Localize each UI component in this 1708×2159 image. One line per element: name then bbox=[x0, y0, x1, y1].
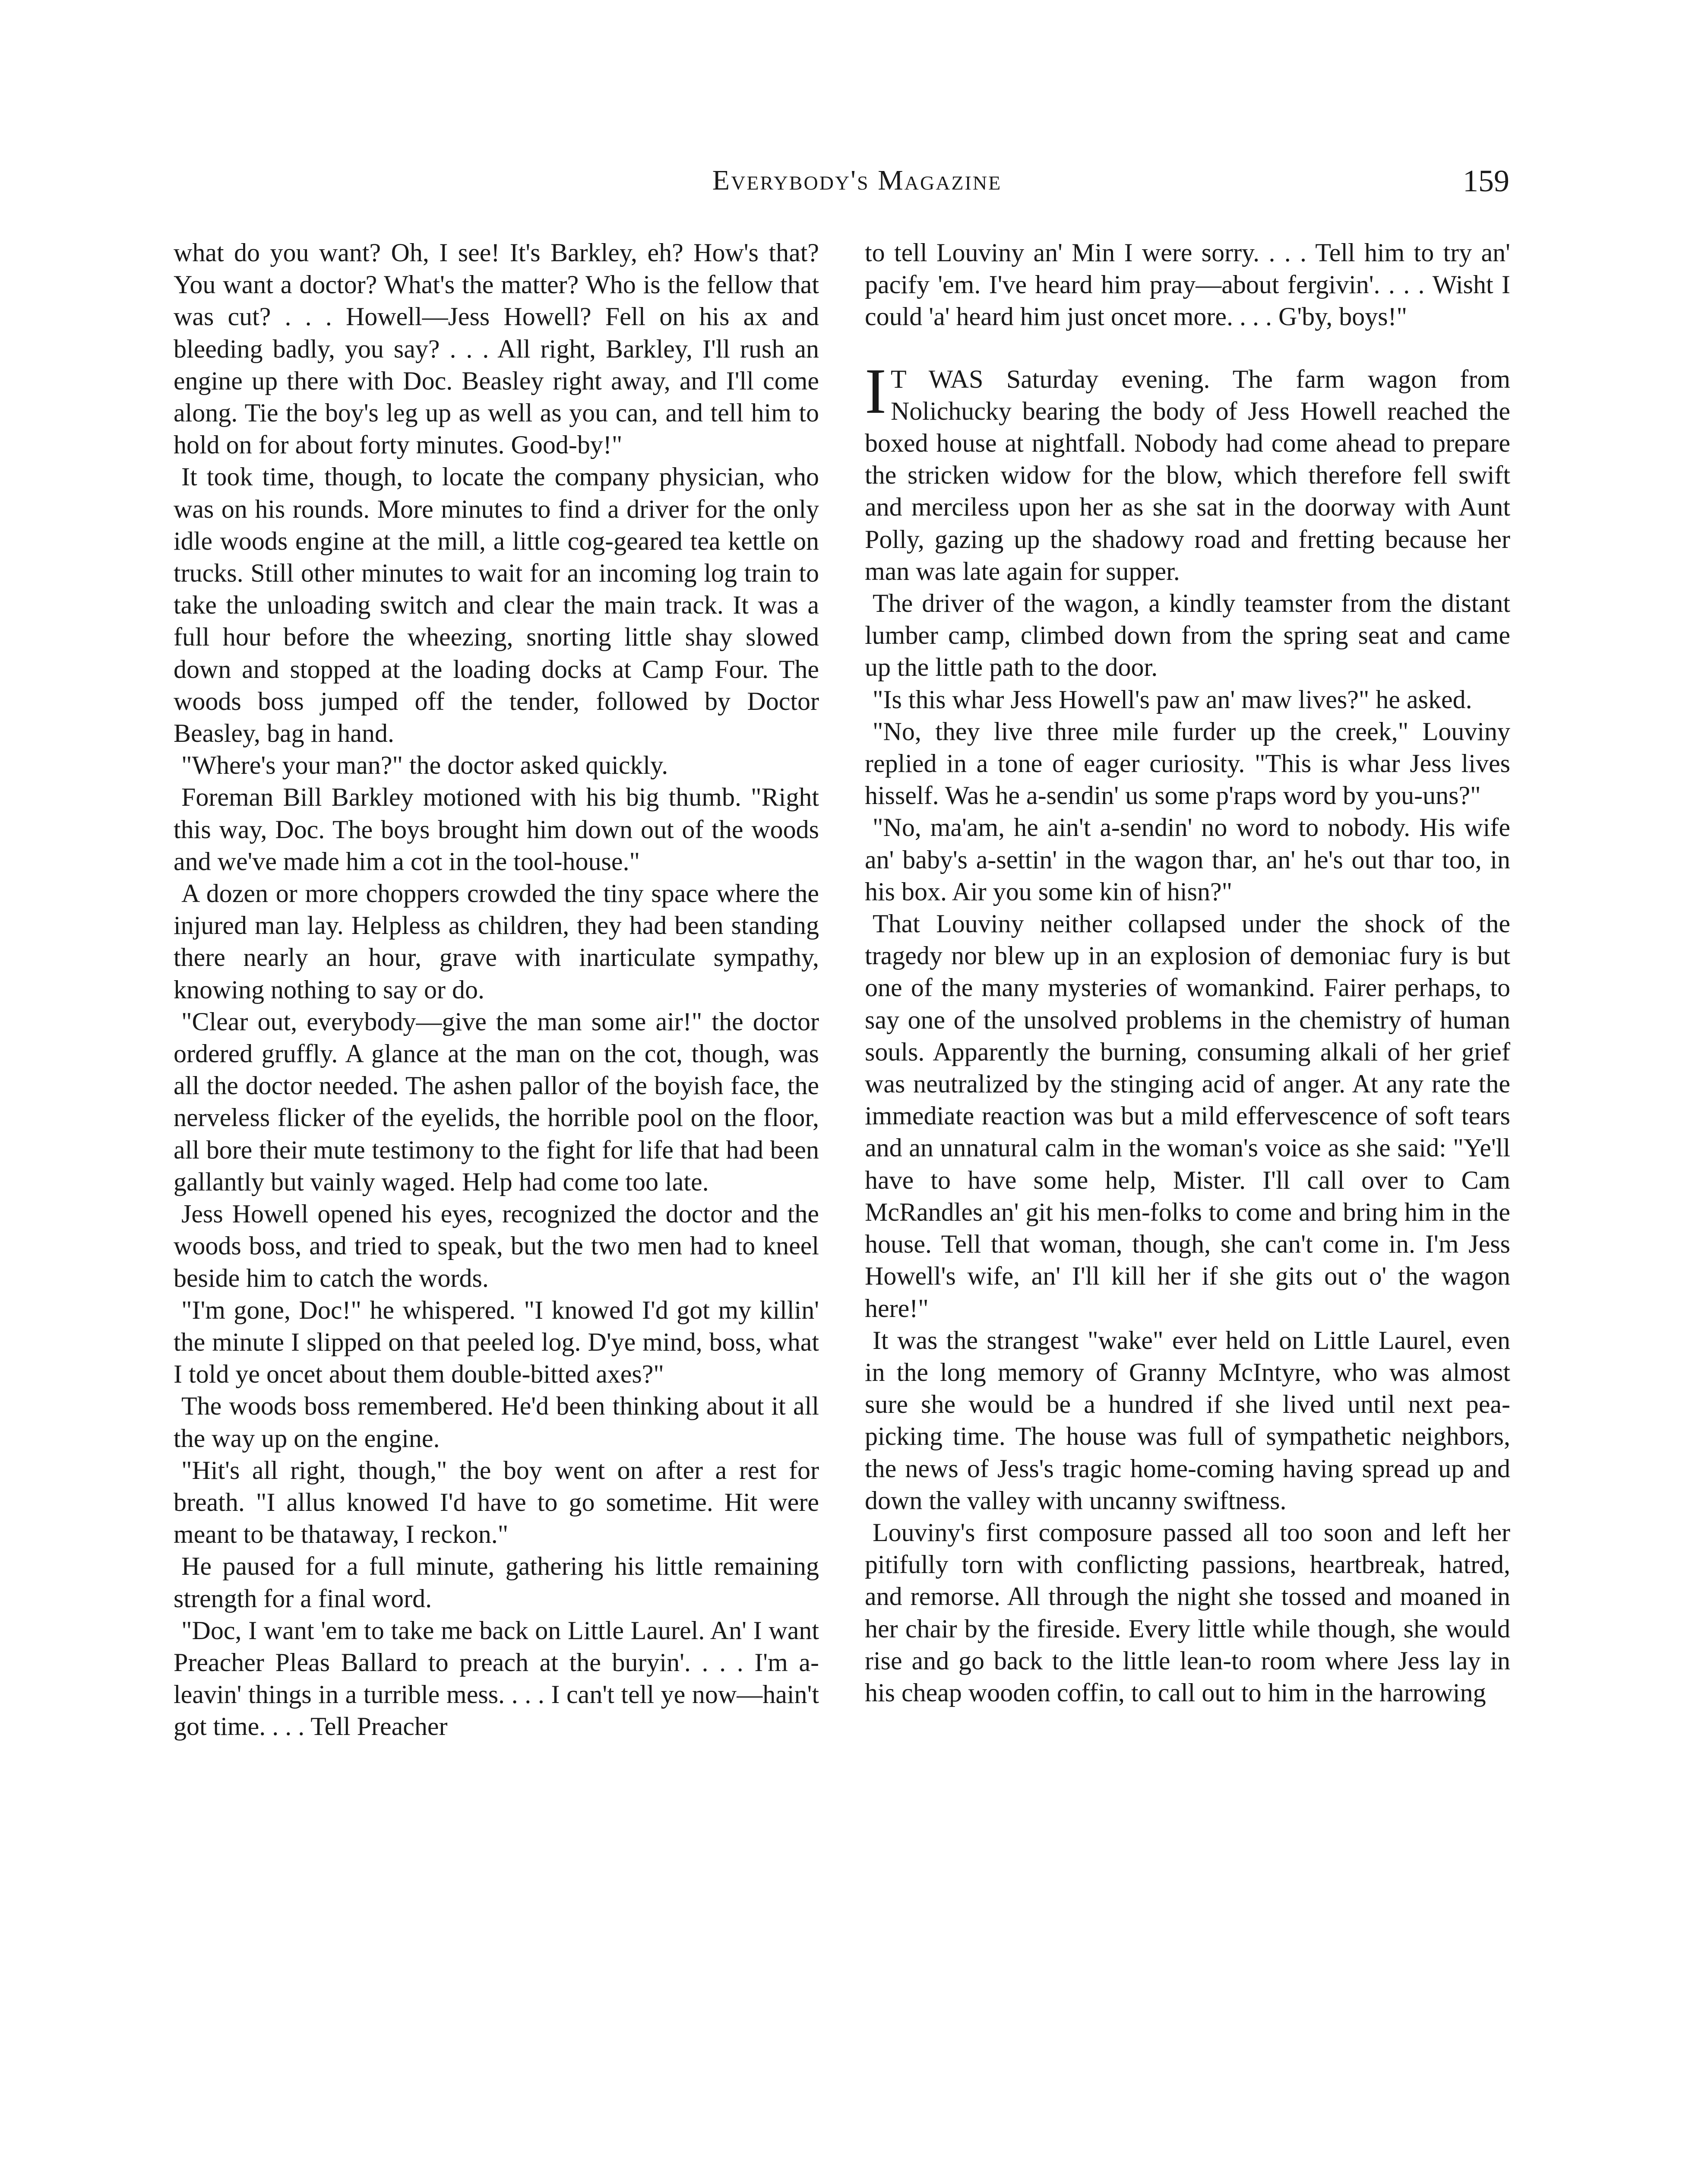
paragraph: "Hit's all right, though," the boy went on after a rest for breath. "I allus knowed I'd have to go sometime. Hit were meant to be thataway, I reckon." bbox=[174, 1456, 819, 1549]
paragraph: to tell Louviny an' Min I were sorry. . . . Tell him to try an' pacify 'em. I've heard him pray—about fergivin'. . . . Wisht I could 'a' heard him just oncet more. . . . G'by, boys!" bbox=[865, 238, 1510, 331]
paragraph: "Where's your man?" the doctor asked quickly. bbox=[181, 751, 668, 780]
paragraph: Foreman Bill Barkley motioned with his big thumb. "Right this way, Doc. The boys brought him down out of the woods and we've made him a cot in the tool-house." bbox=[174, 783, 819, 876]
paragraph: That Louviny neither collapsed under the shock of the tragedy nor blew up in an explosion of demoniac fury is but one of the many mysteries of womankind. Fairer perhaps, to say one of the unsolved problems in the chemistry of human souls. Apparently the burning, consuming alkali of her grief was neutralized by the stinging acid of anger. At any rate the immediate reaction was but a mild effervescence of soft tears and an unnatural calm in the woman's voice as she said: "Ye'll have to have some help, Mister. I'll call over to Cam McRandles an' git his men-folks to come and bring him in the house. Tell that woman, though, she can't come in. I'm Jess Howell's wife, an' I'll kill her if she gits out o' the wagon here!" bbox=[865, 909, 1510, 1323]
paragraph: It took time, though, to locate the company physician, who was on his rounds. More minutes to find a driver for the only idle woods engine at the mill, a little cog-geared tea kettle on trucks. Still other minutes to wait for an incoming log train to take the unloading switch and clear the main track. It was a full hour before the wheezing, snorting little shay slowed down and stopped at the loading docks at Camp Four. The woods boss jumped off the tender, followed by Doctor Beasley, bag in hand. bbox=[174, 462, 819, 748]
paragraph: "Is this whar Jess Howell's paw an' maw lives?" he asked. bbox=[873, 685, 1472, 714]
paragraph-text: T WAS Saturday evening. The farm wagon from Nolichucky bearing the body of Jess Howell reached the boxed house at nightfall. Nobody had come ahead to prepare the stricken widow for the blow, which therefore fell swift and merciless upon her as she sat in the doorway with Aunt Polly, gazing up the shadowy road and fretting because her man was late again for supper. bbox=[865, 364, 1510, 586]
paragraph: Jess Howell opened his eyes, recognized the doctor and the woods boss, and tried to speak, but the two men had to kneel beside him to catch the words. bbox=[174, 1200, 819, 1292]
drop-cap: I bbox=[865, 355, 886, 427]
paragraph: Louviny's first composure passed all too soon and left her pitifully torn with conflicting passions, heartbreak, hatred, and remorse. All through the night she tossed and moaned in her chair by the fireside. Every little while though, she would rise and go back to the little lean-to room where Jess lay in his cheap wooden coffin, to call out to him in the harrowing bbox=[865, 1518, 1510, 1707]
paragraph: A dozen or more choppers crowded the tiny space where the injured man lay. Helpless as children, they had been standing there nearly an hour, grave with inarticulate sympathy, knowing nothing to say or do. bbox=[174, 879, 819, 1004]
paragraph: It was the strangest "wake" ever held on Little Laurel, even in the long memory of Granny McIntyre, who was almost sure she would be a hundred if she lived until next pea-picking time. The house was full of sympathetic neighbors, the news of Jess's tragic home-coming having spread up and down the valley with uncanny swiftness. bbox=[865, 1326, 1510, 1515]
left-column bbox=[174, 237, 819, 1743]
paragraph: "No, ma'am, he ain't a-sendin' no word to nobody. His wife an' baby's a-settin' in the wagon thar, an' he's out thar too, in his box. Air you some kin of hisn?" bbox=[865, 813, 1510, 906]
paragraph: "No, they live three mile furder up the creek," Louviny replied in a tone of eager curiosity. "This is whar Jess lives hisself. Was he a-sendin' us some p'raps word by you-uns?" bbox=[865, 717, 1510, 810]
page-number: 159 bbox=[1463, 164, 1509, 198]
paragraph: "I'm gone, Doc!" he whispered. "I knowed I'd got my killin' the minute I slipped on that peeled log. D'ye mind, boss, what I told ye oncet about them double-bitted axes?" bbox=[174, 1295, 819, 1389]
paragraph: The woods boss remembered. He'd been thinking about it all the way up on the engine. bbox=[174, 1392, 819, 1453]
paragraph: "Clear out, everybody—give the man some air!" the doctor ordered gruffly. A glance at the man on the cot, though, was all the doctor needed. The ashen pallor of the boyish face, the nerveless flicker of the eyelids, the horrible pool on the floor, all bore their mute testimony to the fight for life that had been gallantly but vainly waged. Help had come too late. bbox=[174, 1007, 819, 1196]
section-opening-paragraph bbox=[865, 355, 1510, 587]
running-title: Everybody's Magazine bbox=[712, 165, 1002, 196]
paragraph: The driver of the wagon, a kindly teamster from the distant lumber camp, climbed down from the spring seat and came up the little path to the door. bbox=[865, 589, 1510, 682]
paragraph: He paused for a full minute, gathering his little remaining strength for a final word. bbox=[174, 1552, 819, 1613]
right-column bbox=[865, 237, 1510, 1709]
paragraph: what do you want? Oh, I see! It's Barkley, eh? How's that? You want a doctor? What's the matter? Who is the fellow that was cut? . . . Howell—Jess Howell? Fell on his ax and bleeding badly, you say? . . . All right, Barkley, I'll rush an engine up there with Doc. Beasley right away, and I'll come along. Tie the boy's leg up as well as you can, and tell him to hold on for about forty minutes. Good-by!" bbox=[174, 238, 819, 459]
paragraph: "Doc, I want 'em to take me back on Little Laurel. An' I want Preacher Pleas Ballard to preach at the buryin'. . . . I'm a-leavin' things in a turrible mess. . . . I can't tell ye now—hain't got time. . . . Tell Preacher bbox=[174, 1616, 819, 1741]
